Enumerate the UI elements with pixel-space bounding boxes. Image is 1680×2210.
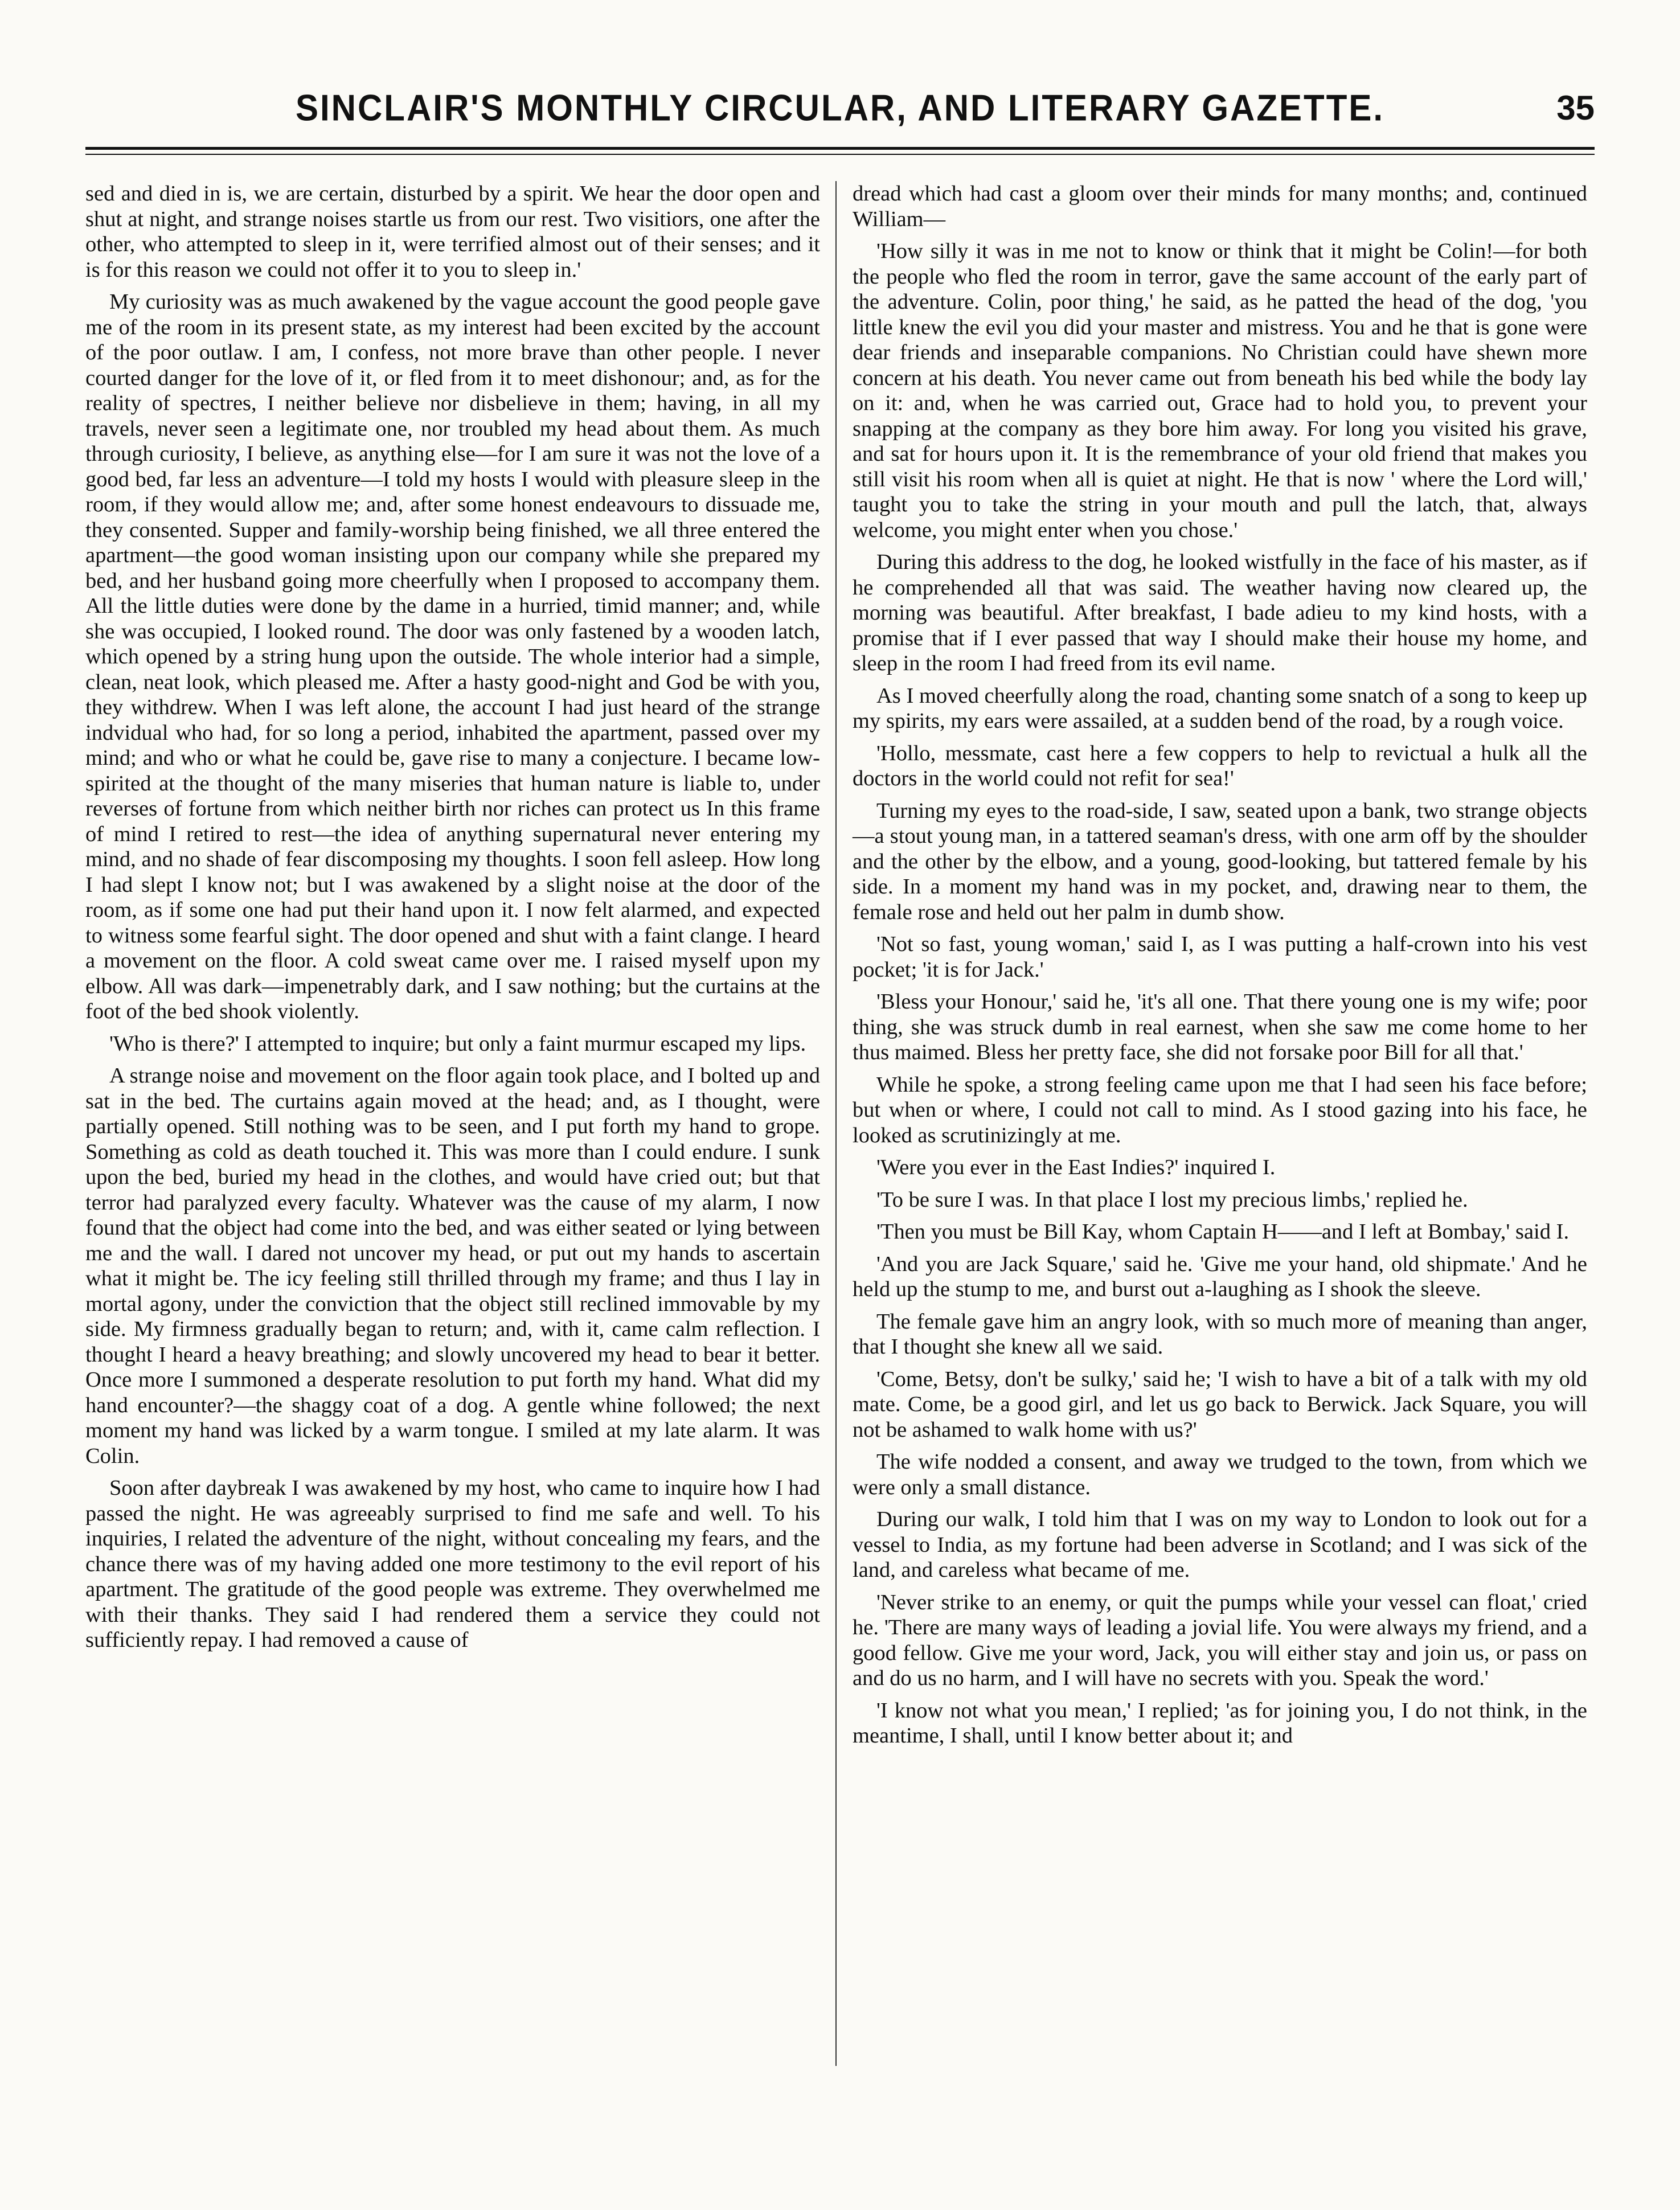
paragraph: 'To be sure I was. In that place I lost my precious limbs,' replied he. <box>876 1187 1468 1212</box>
paragraph: The female gave him an angry look, with so much more of meaning than anger, that I thought she knew all we said. <box>853 1309 1587 1359</box>
paragraph: 'Come, Betsy, don't be sulky,' said he; 'I wish to have a bit of a talk with my old mate. Come, be a good girl, and let us go back to Berwick. Jack Square, you will not be ashamed to walk home with us?' <box>853 1367 1587 1442</box>
paragraph: 'Bless your Honour,' said he, 'it's all one. That there young one is my wife; poor thing, she was struck dumb in real earnest, when she saw me come home to her thus maimed. Bless her pretty face, she did not forsake poor Bill for all that.' <box>853 990 1587 1064</box>
paragraph: 'Then you must be Bill Kay, whom Captain H——and I left at Bombay,' said I. <box>876 1220 1570 1244</box>
paragraph: During our walk, I told him that I was on my way to London to look out for a vessel to India, as my fortune had been adverse in Scotland; and I was sick of the land, and careless what became of me. <box>853 1507 1587 1582</box>
paragraph: My curiosity was as much awakened by the vague account the good people gave me of the room in its present state, as my interest had been excited by the account of the poor outlaw. I am, I confess, not more brave than other people. I never courted danger for the love of it, or fled from it to meet dishonour; and, as for the reality of spectres, I neither believe nor disbelieve in them; having, in all my travels, never seen a legitimate one, nor troubled my head about them. As much through curiosity, I believe, as anything else—for I am sure it was not the love of a good bed, far less an adventure—I told my hosts I would with pleasure sleep in the room, if they would allow me; and, after some honest endeavours to dissuade me, they consented. Supper and family-worship being finished, we all three entered the apartment—the good woman insisting upon our company while she prepared my bed, and her husband going more cheerfully when I proposed to accompany them. All the little duties were done by the dame in a hurried, timid manner; and, while she was occupied, I looked round. The door was only fastened by a wooden latch, which opened by a string hung upon the outside. The whole interior had a simple, clean, neat look, which pleased me. After a hasty good-night and God be with you, they withdrew. When I was left alone, the account I had just heard of the strange indvidual who had, for so long a period, inhabited the apartment, passed over my mind; and who or what he could be, gave rise to many a conjecture. I became low-spirited at the thought of the many miseries that human nature is liable to, under reverses of fortune from which neither birth nor riches can protect us In this frame of mind I retired to rest—the idea of anything supernatural never entering my mind, and no shade of fear discomposing my thoughts. I soon fell asleep. How long I had slept I know not; but I was awakened by a slight noise at the door of the room, as if some one had put their hand upon it. I now felt alarmed, and expected to witness some fearful sight. The door opened and shut with a faint clange. I heard a movement on the floor. A cold sweat came over me. I raised myself upon my elbow. All was dark—impenetrably dark, and I saw nothing; but the curtains at the foot of the bed shook violently. <box>85 290 820 1023</box>
page-number: 35 <box>1556 89 1595 127</box>
masthead-title: SINCLAIR'S MONTHLY CIRCULAR, AND LITERARY GAZETTE. <box>295 87 1385 129</box>
header-rule-thick <box>85 147 1595 150</box>
paragraph: 'Hollo, messmate, cast here a few coppers to help to revictual a hulk all the doctors in the world could not refit for sea!' <box>853 741 1587 790</box>
paragraph: The wife nodded a consent, and away we trudged to the town, from which we were only a small distance. <box>853 1450 1587 1499</box>
paragraph: 'How silly it was in me not to know or think that it might be Colin!—for both the people who fled the room in terror, gave the same account of the early part of the adventure. Colin, poor thing,' he said, as he patted the head of the dog, 'you little knew the evil you did your master and mistress. You and he that is gone were dear friends and inseparable companions. No Christian could have shewn more concern at his death. You never came out from beneath his bed while the body lay on it: and, when he was carried out, Grace had to hold you, to prevent your snapping at the company as they bore him away. For long you visited his grave, and sat for hours upon it. It is the remembrance of your old friend that makes you still visit his room when all is quiet at night. He that is now ' where the Lord will,' taught you to take the string in your mouth and pull the latch, that, always welcome, you might enter when you chose.' <box>853 239 1587 542</box>
paragraph: Soon after daybreak I was awakened by my host, who came to inquire how I had passed the night. He was agreeably surprised to find me safe and well. To his inquiries, I related the adventure of the night, without concealing my fears, and the chance there was of my having added one more testimony to the evil report of his apartment. The gratitude of the good people was extreme. They overwhelmed me with their thanks. They said I had rendered them a service they could not sufficiently repay. I had removed a cause of <box>85 1476 820 1652</box>
paragraph: dread which had cast a gloom over their minds for many months; and, continued William— <box>853 182 1587 231</box>
paragraph: 'I know not what you mean,' I replied; 'as for joining you, I do not think, in the meantime, I shall, until I know better about it; and <box>853 1698 1587 1748</box>
column-divider <box>835 181 837 2066</box>
page-header <box>85 85 1595 137</box>
paragraph: sed and died in is, we are certain, disturbed by a spirit. We hear the door open and shut at night, and strange noises startle us from our rest. Two visitiors, one after the other, who attempted to sleep in it, were terrified almost out of their senses; and it is for this reason we could not offer it to you to sleep in.' <box>85 182 820 282</box>
paragraph: 'And you are Jack Square,' said he. 'Give me your hand, old shipmate.' And he held up the stump to me, and burst out a-laughing as I shook the sleeve. <box>853 1252 1587 1301</box>
paragraph: 'Never strike to an enemy, or quit the pumps while your vessel can float,' cried he. 'There are many ways of leading a jovial life. You were always my friend, and a good fellow. Give me your word, Jack, you will either stay and join us, or pass on and do us no harm, and I will have no secrets with you. Speak the word.' <box>853 1590 1587 1690</box>
left-column <box>85 181 820 1660</box>
paragraph: While he spoke, a strong feeling came upon me that I had seen his face before; but when or where, I could not call to mind. As I stood gazing into his face, he looked as scrutinizingly at me. <box>853 1072 1587 1147</box>
paragraph: 'Who is there?' I attempted to inquire; but only a faint murmur escaped my lips. <box>109 1031 806 1056</box>
paragraph: Turning my eyes to the road-side, I saw, seated upon a bank, two strange objects—a stout young man, in a tattered seaman's dress, with one arm off by the shoulder and the other by the elbow, and a young, good-looking, but tattered female by his side. In a moment my hand was in my pocket, and, drawing near to them, the female rose and held out her palm in dumb show. <box>853 798 1587 924</box>
paragraph: During this address to the dog, he looked wistfully in the face of his master, as if he comprehended all that was said. The weather having now cleared up, the morning was beautiful. After breakfast, I bade adieu to my kind hosts, with a promise that if I ever passed that way I should make their house my home, and sleep in the room I had freed from its evil name. <box>853 550 1587 675</box>
paragraph: 'Not so fast, young woman,' said I, as I was putting a half-crown into his vest pocket; 'it is for Jack.' <box>853 932 1587 982</box>
paragraph: A strange noise and movement on the floor again took place, and I bolted up and sat in the bed. The curtains again moved at the head; and, as I thought, were partially opened. Still nothing was to be seen, and I put forth my hand to grope. Something as cold as death touched it. This was more than I could endure. I sunk upon the bed, buried my head in the clothes, and would have cried out; but that terror had paralyzed every faculty. Whatever was the cause of my alarm, I now found that the object had come into the bed, and was either seated or lying between me and the wall. I dared not uncover my head, or put out my hands to ascertain what it might be. The icy feeling still thrilled through my frame; and thus I lay in mortal agony, under the conviction that the object still reclined immovable by my side. My firmness gradually began to return; and, with it, came calm reflection. I thought I heard a heavy breathing; and slowly uncovered my head to bear it better. Once more I summoned a desperate resolution to put forth my hand. What did my hand encounter?—the shaggy coat of a dog. A gentle whine followed; the next moment my hand was licked by a warm tongue. I smiled at my late alarm. It was Colin. <box>85 1064 820 1468</box>
paragraph: As I moved cheerfully along the road, chanting some snatch of a song to keep up my spirits, my ears were assailed, at a sudden bend of the road, by a rough voice. <box>853 683 1587 733</box>
right-column <box>853 181 1587 1756</box>
paragraph: 'Were you ever in the East Indies?' inquired I. <box>876 1155 1276 1179</box>
header-rule-thin <box>85 154 1595 155</box>
